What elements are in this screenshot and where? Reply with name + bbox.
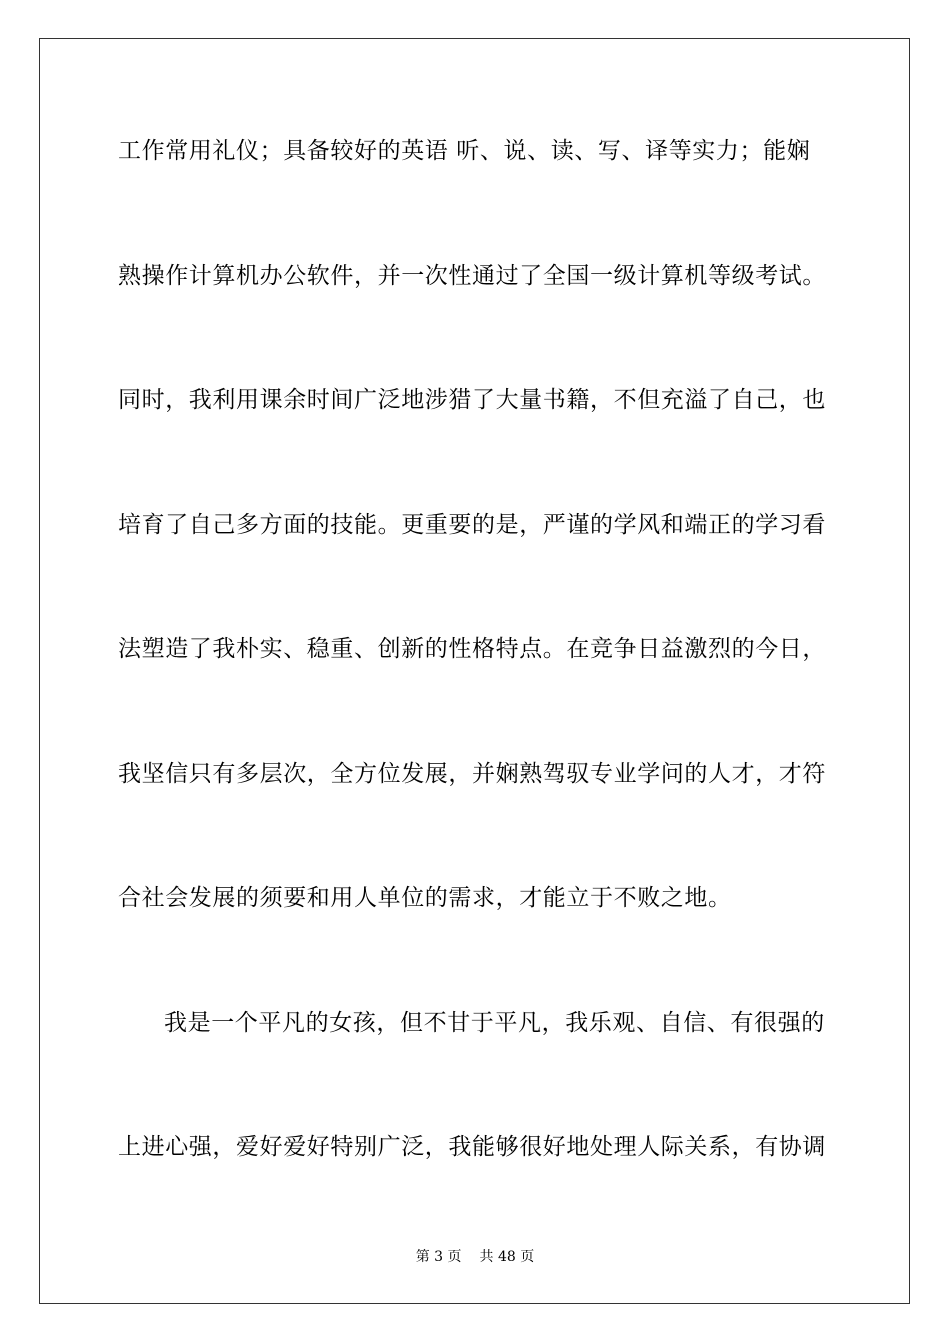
body-text-line-5: 法塑造了我朴实、稳重、创新的性格特点。在竞争日益激烈的今日， bbox=[118, 636, 826, 662]
body-text-line-7: 合社会发展的须要和用人单位的需求，才能立于不败之地。 bbox=[118, 885, 732, 911]
page-number: 第 3 页 bbox=[415, 1249, 462, 1265]
page-footer bbox=[0, 1248, 950, 1266]
body-text-line-8: 我是一个平凡的女孩，但不甘于平凡，我乐观、自信、有很强的 bbox=[164, 1010, 825, 1036]
body-text-line-1: 工作常用礼仪；具备较好的英语 听、说、读、写、译等实力；能娴 bbox=[118, 138, 811, 164]
body-text-line-2: 熟操作计算机办公软件，并一次性通过了全国一级计算机等级考试。 bbox=[118, 263, 826, 289]
body-text-line-4: 培育了自己多方面的技能。更重要的是，严谨的学风和端正的学习看 bbox=[118, 512, 826, 538]
body-text-line-3: 同时，我利用课余时间广泛地涉猎了大量书籍，不但充溢了自己，也 bbox=[118, 387, 826, 413]
body-text-line-9: 上进心强，爱好爱好特别广泛，我能够很好地处理人际关系，有协调 bbox=[118, 1134, 826, 1160]
body-text-line-6: 我坚信只有多层次，全方位发展，并娴熟驾驭专业学问的人才，才符 bbox=[118, 761, 826, 787]
page-border bbox=[39, 38, 910, 1304]
page-total: 共 48 页 bbox=[479, 1249, 535, 1265]
